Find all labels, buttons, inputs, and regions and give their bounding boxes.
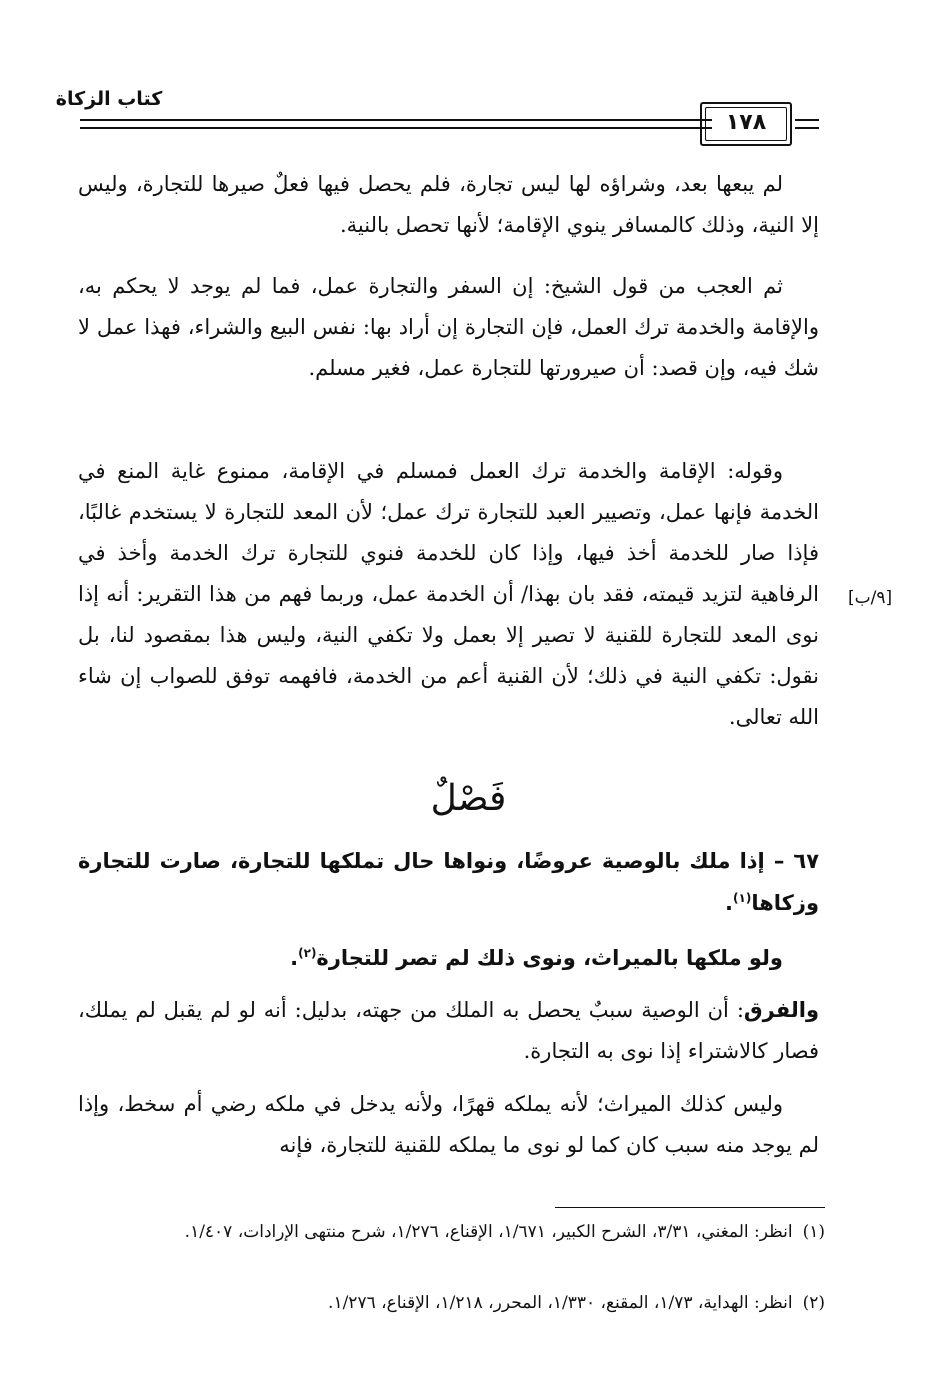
rule-67-contrast <box>78 937 819 979</box>
footnote-number: (١) <box>802 1222 825 1242</box>
difference-paragraph <box>78 990 819 1072</box>
footnote-2 <box>78 1288 825 1318</box>
header-rule <box>80 119 712 129</box>
paragraph-1: لم يبعها بعد، وشراؤه لها ليس تجارة، فلم يحصل فيها فعلٌ صيرها للتجارة، وليس إلا النية، وذلك كالمسافر ينوي الإقامة؛ لأنها تحصل بالنية. <box>78 172 819 237</box>
footnote-1 <box>78 1217 825 1247</box>
difference-text: : أن الوصية سببٌ يحصل به الملك من جهته، بدليل: أنه لو لم يقبل لم يملك، فصار كالاشتراء إذا نوى به التجارة. <box>78 998 819 1063</box>
paragraph-3: وقوله: الإقامة والخدمة ترك العمل فمسلم في الإقامة، ممنوع غاية المنع في الخدمة فإنها عمل، وتصيير العبد للتجارة ترك عمل؛ لأن المعد للتجارة لا يستخدم غالبًا، فإذا صار للخدمة أخذ فيها، وإذا كان للخدمة فنوي للتجارة ترك الخدمة وأخذ في الرفاهية لتزيد قيمته، فقد بان بهذا/ أن الخدمة عمل، وربما فهم من هذا التقرير: أنه إذا نوى المعد للتجارة للقنية لا تصير إلا بعمل ولا تكفي النية، وليس هذا بمقصود لنا، بل نقول: تكفي النية في ذلك؛ لأن القنية أعم من الخدمة، فافهمه توفق للصواب إن شاء الله تعالى. <box>78 459 819 729</box>
paragraph-last: وليس كذلك الميراث؛ لأنه يملكه قهرًا، ولأنه يدخل في ملكه رضي أم سخط، وإذا لم يوجد منه سبب كان كما لو نوى ما يملكه للقنية للتجارة، فإنه <box>78 1092 819 1157</box>
contrast-text: ولو ملكها بالميراث، ونوى ذلك لم تصر للتجارة <box>316 946 783 970</box>
rule-67 <box>78 840 819 924</box>
footnote-ref-2[interactable]: (٢) <box>298 946 317 960</box>
page-number-frame <box>700 102 792 146</box>
footnote-number: (٢) <box>802 1293 825 1313</box>
footnote-ref-1[interactable]: (١) <box>733 891 752 905</box>
rule-text: إذا ملك بالوصية عروضًا، ونواها حال تملكها للتجارة، صارت للتجارة وزكاها <box>78 849 819 915</box>
footnote-text: انظر: المغني، ٣/٣١، الشرح الكبير، ١/٦٧١، الإقناع، ١/٢٧٦، شرح منتهى الإرادات، ١/٤٠٧. <box>184 1222 793 1242</box>
header-rule-short <box>795 119 819 129</box>
contrast-end-mark: . <box>290 946 299 970</box>
section-heading: فَصْلٌ <box>430 778 507 819</box>
rule-number: ٦٧ – <box>773 849 820 873</box>
footnote-separator <box>555 1207 825 1208</box>
page-number: ١٧٨ <box>725 110 767 135</box>
paragraph-2: ثم العجب من قول الشيخ: إن السفر والتجارة عمل، فما لم يوجد لا يحكم به، والإقامة والخدمة ترك العمل، فإن التجارة إن أراد بها: نفس البيع والشراء، فهذا عمل لا شك فيه، وإن قصد: أن صيرورتها للتجارة عمل، فغير مسلم. <box>78 274 819 380</box>
running-header-title: كتاب الزكاة <box>55 88 163 110</box>
manuscript-folio-note: [٩/ب] <box>848 588 893 608</box>
difference-label: والفرق <box>743 998 819 1022</box>
footnote-text: انظر: الهداية، ١/٧٣، المقنع، ١/٣٣٠، المحرر، ١/٢١٨، الإقناع، ١/٢٧٦. <box>328 1293 793 1313</box>
rule-end-mark: . <box>725 891 734 915</box>
